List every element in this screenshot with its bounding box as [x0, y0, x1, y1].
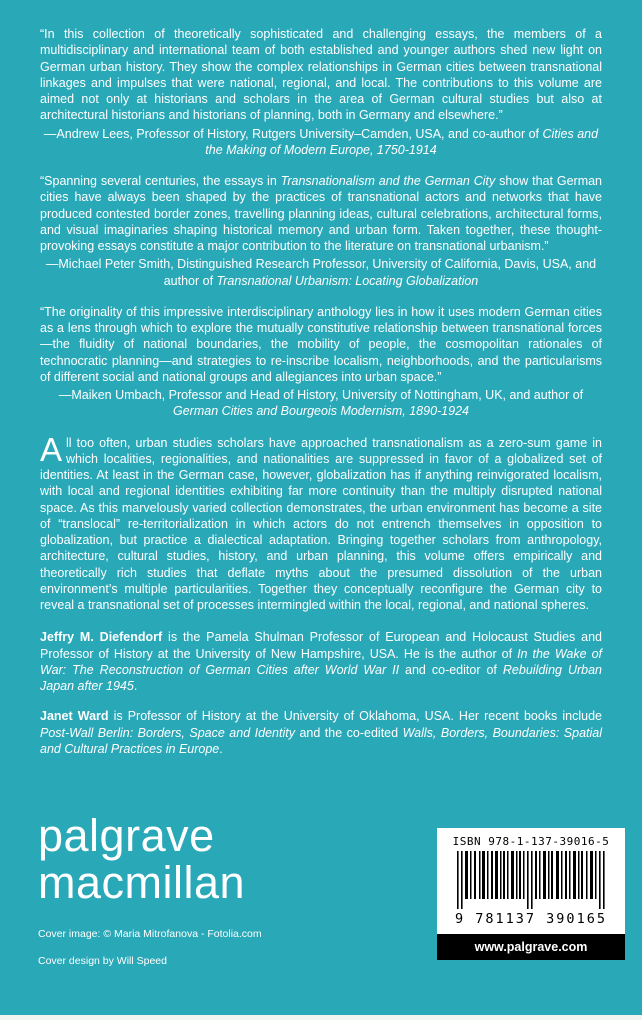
- bio-text-segment: .: [219, 741, 223, 756]
- quote-text-segment: “Spanning several centuries, the essays in: [40, 174, 281, 188]
- bio-book-title: Rebuilding Urban Japan after 1945: [40, 662, 603, 693]
- quote-attribution: [40, 126, 602, 159]
- bio-book-title: Post-Wall Berlin: Borders, Space and Identity: [40, 725, 295, 740]
- endorsement-quote-3: [40, 304, 602, 420]
- book-description: [40, 430, 602, 614]
- quote-attribution: [40, 387, 602, 420]
- quote-text: [40, 173, 602, 254]
- page-bottom-edge: [0, 1015, 642, 1020]
- isbn-barcode-box: [437, 828, 625, 960]
- bio-text-segment: is the Pamela Shulman Professor of European and Holocaust Studies and Professor of History at the University of New Hampshire, USA. He is the author of: [40, 630, 602, 661]
- cover-credits: [38, 928, 262, 981]
- bio-text-segment: .: [133, 679, 138, 693]
- attribution-text: —Andrew Lees, Professor of History, Rutgers University–Camden, USA, and co-author of: [43, 126, 543, 141]
- author-bio-diefendorf: [40, 629, 602, 694]
- bio-text-segment: and the co-edited: [294, 725, 403, 740]
- description-text: ll too often, urban studies scholars have approached transnationalism as a zero-sum game in which localities, regionalities, and nationalities are suppressed in favor of a globalized set of identities. At least in the German case, however, globalization has if anything reinvigorated localism, with local and regional identities exhibiting far more continuity than the multiply disrupted national space. As this marvelously varied collection demonstrates, the urban environment has become a site of “translocal” re-territorialization in which actors do not entrench themselves in opposition to globalization, but practice a dialectical adaptation. Bringing together scholars from anthropology, architecture, cultural studies, history, and urban planning, this volume offers empirically and theoretically rich studies that deflate myths about the presumed dissolution of the urban environment’s multiple particularities. Together they conceptually reconfigure the German city to reveal a transnational set of processes intermingled within the local, regional, and national spheres.: [40, 435, 602, 612]
- palgrave-macmillan-logo: [38, 812, 245, 906]
- attribution-book-title: Cities and the Making of Modern Europe, 1750-1914: [205, 126, 599, 157]
- endorsement-quote-1: [40, 26, 602, 158]
- quote-book-title: Transnationalism and the German City: [280, 174, 496, 188]
- cover-design-credit: Cover design by Will Speed: [38, 954, 167, 967]
- attribution-book-title: German Cities and Bourgeois Modernism, 1890-1924: [173, 404, 469, 419]
- author-bio-ward: [40, 708, 602, 757]
- attribution-book-title: Transnational Urbanism: Locating Globalization: [216, 273, 479, 288]
- logo-line-palgrave: palgrave: [38, 810, 215, 861]
- publisher-website-url: www.palgrave.com: [474, 940, 588, 954]
- barcode-digits: 9 781137 390165: [455, 911, 607, 927]
- drop-cap: A: [40, 430, 63, 468]
- quote-text-segment: “In this collection of theoretically sophisticated and challenging essays, the members of a multidisciplinary and international team of both established and younger authors shed new light on German urban history. They show the complex relationships in German cities between transnational linkages and impulses that were national, regional, and local. The contributions to this volume are aimed not only at historians and scholars in the area of German cultural studies but also at architectural historians and historians of planning, both in Germany and elsewhere.”: [40, 27, 602, 123]
- quote-text-segment: show that German cities have always been shaped by the practices of transnational actors and networks that have produced contested border zones, travelling planning ideas, cultural celebrations, architectural forms, and visual imaginaries shaping historical memory and urban form. Taken together, these thought-provoking essays constitute a major contribution to the literature on transnational urbanism.”: [40, 174, 603, 253]
- description-paragraph: [40, 430, 602, 614]
- logo-line-macmillan: macmillan: [38, 857, 246, 908]
- publisher-website-strip: [437, 934, 625, 960]
- author-name: Jeffry M. Diefendorf: [40, 630, 163, 645]
- attribution-text: —Michael Peter Smith, Distinguished Research Professor, University of California, Davis, USA, and author of: [45, 257, 597, 288]
- quote-text-segment: “The originality of this impressive interdisciplinary anthology lies in how it uses modern German cities as a lens through which to explore the mutually constitutive relationship between transnational forces—the fluidity of national boundaries, the mobility of people, the cosmopolitan rationales of technocratic planning—and strategies to re-inscribe localism, neighborhoods, and the particularisms of different social and national groups and allegiances into urban space.”: [40, 304, 602, 384]
- bio-book-title: Walls, Borders, Boundaries: Spatial and Cultural Practices in Europe: [40, 725, 603, 756]
- author-name: Janet Ward: [40, 709, 109, 724]
- isbn-label: ISBN 978-1-137-39016-5: [452, 835, 610, 848]
- attribution-text: —Maiken Umbach, Professor and Head of History, University of Nottingham, UK, and author of: [58, 388, 584, 402]
- endorsement-quote-2: [40, 173, 602, 289]
- bio-book-title: In the Wake of War: The Reconstruction of German Cities after World War II: [40, 646, 602, 677]
- bio-text-segment: is Professor of History at the University of Oklahoma, USA. Her recent books include: [108, 709, 602, 724]
- barcode-bars-icon: [451, 851, 611, 909]
- quote-attribution: [40, 256, 602, 289]
- cover-image-credit: Cover image: © Maria Mitrofanova - Fotolia.com: [38, 928, 262, 940]
- quote-text: [40, 26, 602, 124]
- quote-text: [40, 304, 602, 385]
- bio-text-segment: and co-editor of: [399, 662, 503, 677]
